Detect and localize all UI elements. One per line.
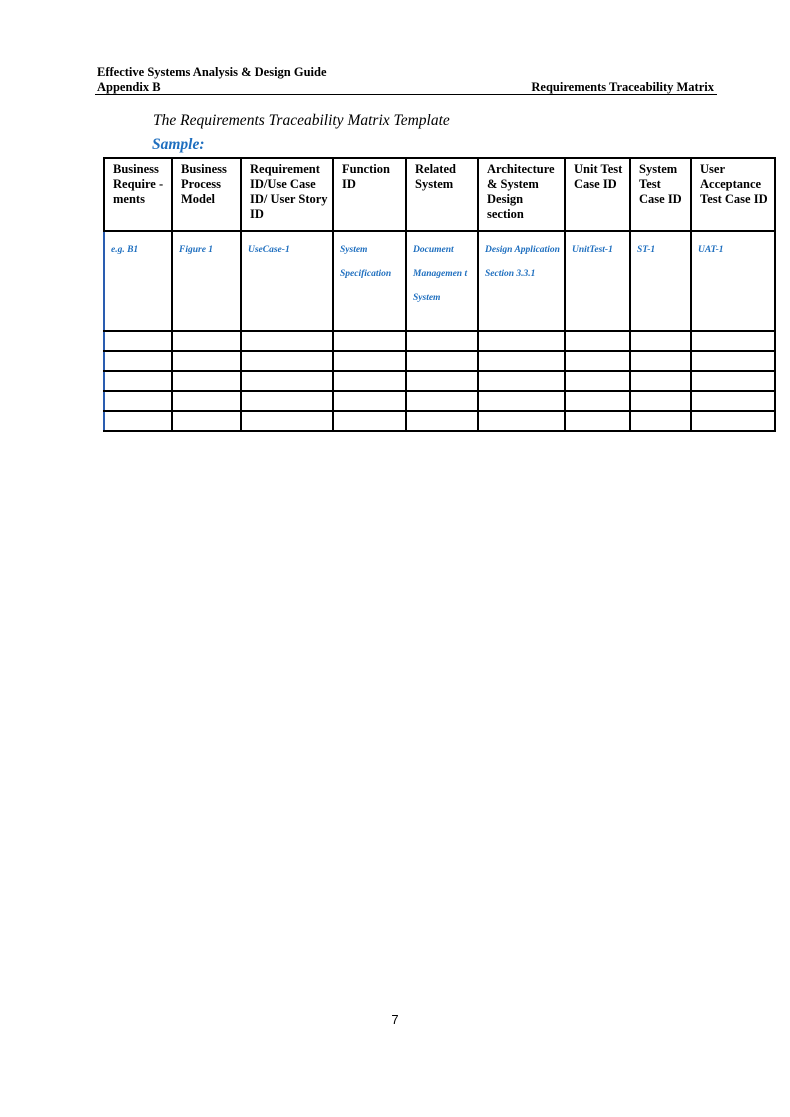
- header-appendix: Appendix B: [97, 80, 161, 94]
- empty-cell[interactable]: [691, 411, 775, 431]
- empty-cell[interactable]: [172, 331, 241, 351]
- empty-cell[interactable]: [241, 391, 333, 411]
- column-header: System Test Case ID: [630, 158, 691, 231]
- traceability-matrix-table: [103, 157, 776, 432]
- column-header: Business Require -ments: [104, 158, 172, 231]
- empty-cell[interactable]: [630, 331, 691, 351]
- empty-cell[interactable]: [691, 371, 775, 391]
- table-cell: Design Application Section 3.3.1: [478, 231, 565, 331]
- page-number: 7: [391, 1012, 399, 1027]
- empty-cell[interactable]: [172, 391, 241, 411]
- column-header: Function ID: [333, 158, 406, 231]
- empty-cell[interactable]: [691, 351, 775, 371]
- empty-cell[interactable]: [172, 411, 241, 431]
- empty-cell[interactable]: [478, 391, 565, 411]
- empty-cell[interactable]: [104, 371, 172, 391]
- empty-row: [104, 411, 775, 431]
- empty-cell[interactable]: [691, 391, 775, 411]
- empty-row: [104, 371, 775, 391]
- table-cell: Figure 1: [172, 231, 241, 331]
- empty-cell[interactable]: [333, 371, 406, 391]
- empty-cell[interactable]: [691, 331, 775, 351]
- sample-row: [104, 231, 775, 331]
- column-header: Related System: [406, 158, 478, 231]
- table-cell: System Specification: [333, 231, 406, 331]
- sample-label: Sample:: [152, 136, 205, 153]
- empty-cell[interactable]: [630, 411, 691, 431]
- empty-cell[interactable]: [241, 331, 333, 351]
- header-title: Effective Systems Analysis & Design Guide: [97, 65, 327, 79]
- table-cell: UnitTest-1: [565, 231, 630, 331]
- column-header: Unit Test Case ID: [565, 158, 630, 231]
- empty-cell[interactable]: [241, 411, 333, 431]
- empty-cell[interactable]: [630, 371, 691, 391]
- empty-cell[interactable]: [406, 411, 478, 431]
- empty-cell[interactable]: [333, 351, 406, 371]
- empty-cell[interactable]: [565, 411, 630, 431]
- empty-cell[interactable]: [104, 411, 172, 431]
- empty-cell[interactable]: [241, 351, 333, 371]
- empty-cell[interactable]: [406, 391, 478, 411]
- empty-cell[interactable]: [478, 371, 565, 391]
- table-cell: e.g. B1: [104, 231, 172, 331]
- table-cell: ST-1: [630, 231, 691, 331]
- empty-cell[interactable]: [406, 351, 478, 371]
- empty-cell[interactable]: [104, 391, 172, 411]
- column-header: Requirement ID/Use Case ID/ User Story ID: [241, 158, 333, 231]
- empty-cell[interactable]: [565, 331, 630, 351]
- empty-cell[interactable]: [630, 391, 691, 411]
- empty-cell[interactable]: [565, 351, 630, 371]
- empty-cell[interactable]: [172, 371, 241, 391]
- empty-cell[interactable]: [333, 331, 406, 351]
- empty-cell[interactable]: [172, 351, 241, 371]
- empty-row: [104, 391, 775, 411]
- column-header: Business Process Model: [172, 158, 241, 231]
- empty-cell[interactable]: [406, 331, 478, 351]
- header-section: Requirements Traceability Matrix: [531, 80, 714, 94]
- empty-cell[interactable]: [104, 331, 172, 351]
- table-cell: UAT-1: [691, 231, 775, 331]
- empty-cell[interactable]: [333, 391, 406, 411]
- empty-row: [104, 331, 775, 351]
- document-title: The Requirements Traceability Matrix Template: [153, 112, 450, 129]
- empty-row: [104, 351, 775, 371]
- empty-cell[interactable]: [104, 351, 172, 371]
- table-header-row: [104, 158, 775, 231]
- empty-cell[interactable]: [333, 411, 406, 431]
- empty-cell[interactable]: [241, 371, 333, 391]
- empty-cell[interactable]: [478, 411, 565, 431]
- empty-cell[interactable]: [478, 331, 565, 351]
- running-header: [97, 65, 327, 95]
- table-cell: Document Managemen t System: [406, 231, 478, 331]
- table-cell: UseCase-1: [241, 231, 333, 331]
- empty-cell[interactable]: [630, 351, 691, 371]
- empty-cell[interactable]: [565, 371, 630, 391]
- empty-cell[interactable]: [406, 371, 478, 391]
- column-header: User Acceptance Test Case ID: [691, 158, 775, 231]
- column-header: Architecture & System Design section: [478, 158, 565, 231]
- empty-cell[interactable]: [565, 391, 630, 411]
- header-rule: [95, 94, 717, 95]
- empty-cell[interactable]: [478, 351, 565, 371]
